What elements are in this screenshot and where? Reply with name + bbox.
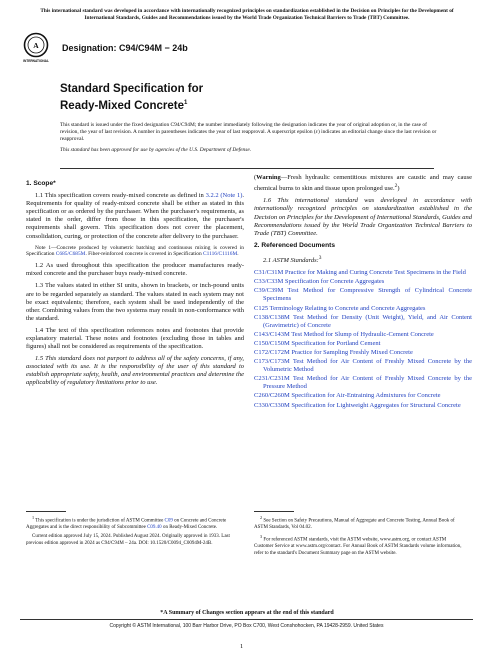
link-c1116[interactable]: C1116/C1116M: [203, 251, 238, 258]
note-1: Note 1—Concrete produced by volumetric batching and continuous mixing is covered in Specification C685/C685M. Fiber-reinforced concrete is covered in Specification C1116/C1116M.: [26, 244, 244, 258]
footnote-divider-left: [26, 511, 66, 512]
paragraph-1-6: 1.6 This international standard was developed in accordance with internationally recognized principles on standardization established in the Decision on Principles for the Development of International Standards, Guides and Recommendations issued by the World Trade Organization Technical Barriers to Trade (TBT) Committee.: [254, 197, 472, 237]
header-divider: [60, 168, 434, 169]
issued-note: This standard is issued under the fixed designation C94/C94M; the number immediately following the designation indicates the year of original adoption or, in the case of revision, the year of last revision. A number in parentheses indicates the year of last reapproval. A superscript epsilon (ε) indicates an editorial change since the last revision or reapproval.: [60, 122, 437, 142]
reference-item[interactable]: C172/C172M Practice for Sampling Freshly Mixed Concrete: [254, 349, 413, 356]
paragraph-1-3: 1.3 The values stated in either SI units, shown in brackets, or inch-pound units are to be regarded separately as standard. The values stated in each system may not be exact equivalents; therefore, each system shall be used independently of the other. Combining values from the two systems may result in non-conformance with the standard.: [26, 282, 244, 322]
svg-text:INTERNATIONAL: INTERNATIONAL: [23, 59, 49, 63]
paragraph-1-5: 1.5 This standard does not purport to address all of the safety concerns, if any, associated with its use. It is the responsibility of the user of this standard to establish appropriate safety, health, and environmental practices and determine the applicability of regulatory limitations prior to use.: [26, 355, 244, 387]
footnote-divider-right: [254, 511, 294, 512]
svg-text:A: A: [33, 41, 39, 50]
reference-item[interactable]: C31/C31M Practice for Making and Curing Concrete Test Specimens in the Field: [254, 269, 466, 277]
reference-item[interactable]: C125 Terminology Relating to Concrete and Concrete Aggregates: [254, 304, 426, 312]
link-c685[interactable]: C685/C685M: [55, 251, 86, 258]
approval-note: This standard has been approved for use by agencies of the U.S. Department of Defense.: [60, 147, 252, 153]
reference-item[interactable]: C330/C330M Specification for Lightweight Aggregates for Structural Concrete: [254, 401, 461, 409]
page-number: 1: [240, 643, 244, 650]
left-column: [26, 176, 244, 392]
title-line-1: Standard Specification for: [60, 83, 204, 95]
astm-standards-label: 2.1 ASTM Standards:$^3$: [263, 254, 322, 265]
paragraph-1-2: 1.2 As used throughout this specification the producer manufactures ready-mixed concrete and the purchaser buys ready-mixed concrete.: [26, 262, 244, 278]
reference-list: [254, 269, 472, 410]
warning-paragraph: (Warning—Fresh hydraulic cementitious mixtures are caustic and may cause chemical burns to skin and tissue upon prolonged use.$^2$): [254, 174, 472, 193]
title-footnote-mark[interactable]: 1: [183, 100, 188, 106]
footnote-2: $^2$ See Section on Safety Precautions, Manual of Aggregate and Concrete Testing, Annual Book of ASTM Standards, Vol 04.02.: [254, 515, 455, 530]
copyright-line: Copyright © ASTM International, 100 Barr Harbor Drive, PO Box C700, West Conshohocken, PA 19428-2959. United States: [109, 623, 384, 629]
reference-item[interactable]: C143/C143M Test Method for Slump of Hydraulic-Cement Concrete: [254, 330, 434, 338]
designation: Designation: C94/C94M − 24b: [62, 43, 188, 53]
wto-notice: This international standard was developed in accordance with internationally recognized principles on standardization established in the Decision on Principles for the Development of International Standards, Guides and Recommendations issued by the World Trade Organization Technical Barriers to Trade (TBT) Committee.: [40, 8, 454, 21]
reference-item[interactable]: C150/C150M Specification for Portland Cement: [254, 339, 381, 347]
reference-item[interactable]: C39/C39M Test Method for Compressive Strength of Cylindrical Concrete Specimens: [254, 287, 472, 303]
paragraph-1-1: 1.1 This specification covers ready-mixed concrete as defined in 3.2.2 (Note 1). Requirements for quality of ready-mixed concrete shall be either as stated in this specification or as ordered by the purchaser. When the purchaser's requirements, as stated in the order, differ from those in this specification, the purchaser's requirements shall govern. This specification does not cover the placement, consolidation, curing, or protection of the concrete after delivery to the purchaser.: [26, 192, 244, 240]
footnotes-left: [26, 515, 236, 550]
right-column: [254, 174, 472, 411]
paragraph-1-4: 1.4 The text of this specification references notes and footnotes that provide explanatory material. These notes and footnotes (excluding those in tables and figures) shall not be considered as requirements of the specification.: [26, 326, 244, 351]
reference-item[interactable]: C231/C231M Test Method for Air Content of Freshly Mixed Concrete by the Pressure Method: [254, 375, 472, 391]
footnote-1-edition: Current edition approved July 15, 2024. Published August 2024. Originally approved in 1933. Last previous edition approved in 2024 as C94/C94M – 24a. DOI: 10.1520/C0094_C0094M-24B.: [26, 534, 230, 546]
footnote-3: $^3$ For referenced ASTM standards, visit the ASTM website, www.astm.org, or contact ASTM Customer Service at www.astm.org/contact. For Annual Book of ASTM Standards volume information, refer to the standard's Document Summary page on the ASTM website.: [254, 534, 462, 556]
section-link-3-2-2[interactable]: 3.2.2 (Note 1): [205, 192, 243, 200]
link-c09[interactable]: C09: [164, 518, 173, 524]
section-heading-scope: 1. Scope*: [26, 180, 56, 187]
link-c09-40[interactable]: C09.40: [147, 524, 162, 530]
reference-item[interactable]: C260/C260M Specification for Air-Entraining Admixtures for Concrete: [254, 392, 441, 400]
summary-of-changes-notice: *A Summary of Changes section appears at the end of this standard: [160, 610, 334, 616]
document-title: [60, 82, 360, 113]
section-heading-referenced-documents: 2. Referenced Documents: [254, 241, 335, 249]
astm-logo-icon: [22, 32, 50, 64]
title-line-2: Ready-Mixed Concrete: [60, 99, 184, 112]
reference-item[interactable]: C173/C173M Test Method for Air Content of Freshly Mixed Concrete by the Volumetric Method: [254, 358, 472, 374]
footnotes-right: [254, 515, 464, 560]
issuance-notes: [60, 122, 440, 158]
reference-item[interactable]: C138/C138M Test Method for Density (Unit Weight), Yield, and Air Content (Gravimetric) of Concrete: [254, 313, 472, 329]
footnote-1: $^1$ This specification is under the jurisdiction of ASTM Committee C09 on Concrete and Concrete Aggregates and is the direct responsibility of Subcommittee C09.40 on Ready-Mixed Concrete.: [26, 515, 227, 530]
reference-item[interactable]: C33/C33M Specification for Concrete Aggregates: [254, 278, 385, 286]
